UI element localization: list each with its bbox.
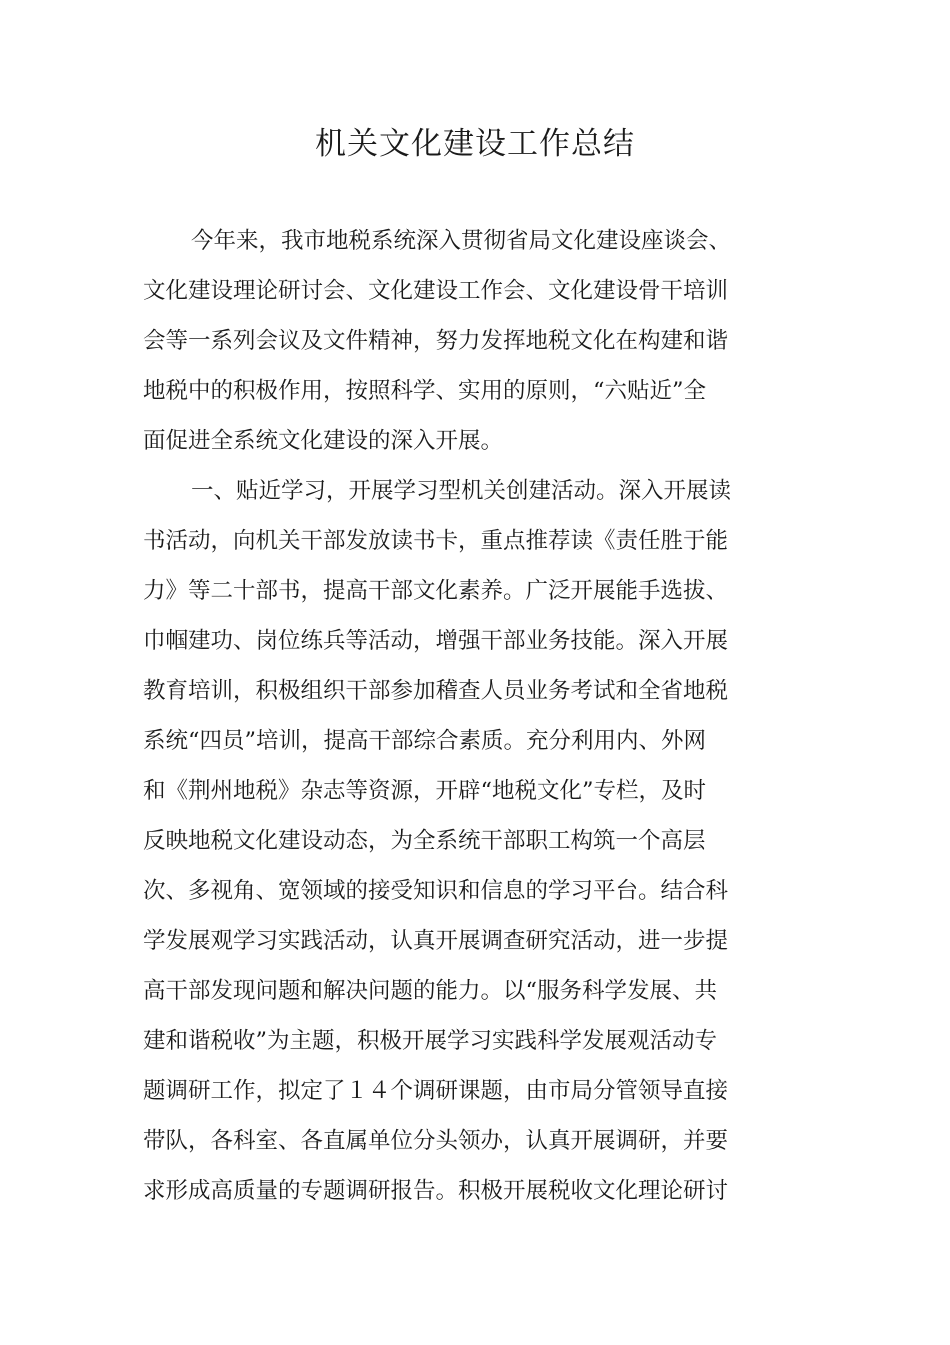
text-line: 地税中的积极作用，按照科学、实用的原则，“六贴近”全 xyxy=(143,378,707,404)
text-line: 次、多视角、宽领域的接受知识和信息的学习平台。结合科 xyxy=(143,878,729,904)
text-line: 建和谐税收”为主题，积极开展学习实践科学发展观活动专 xyxy=(143,1028,718,1054)
text-line: 会等一系列会议及文件精神，努力发挥地税文化在构建和谐 xyxy=(143,328,729,354)
text-line: 书活动，向机关干部发放读书卡，重点推荐读《责任胜于能 xyxy=(143,528,729,554)
text-line: 题调研工作，拟定了１４个调研课题，由市局分管领导直接 xyxy=(143,1078,729,1104)
text-line: 面促进全系统文化建设的深入开展。 xyxy=(143,428,504,454)
document-body xyxy=(143,216,743,1216)
text-line: 文化建设理论研讨会、文化建设工作会、文化建设骨干培训 xyxy=(143,278,729,304)
text-line: 反映地税文化建设动态，为全系统干部职工构筑一个高层 xyxy=(143,828,706,854)
text-line: 一、贴近学习，开展学习型机关创建活动。深入开展读 xyxy=(191,478,732,504)
document-title: 机关文化建设工作总结 xyxy=(315,126,635,162)
text-line: 学发展观学习实践活动，认真开展调查研究活动，进一步提 xyxy=(143,928,729,954)
text-line: 力》等二十部书，提高干部文化素养。广泛开展能手选拔、 xyxy=(143,578,729,604)
text-line: 教育培训，积极组织干部参加稽查人员业务考试和全省地税 xyxy=(143,678,729,704)
text-line: 高干部发现问题和解决问题的能力。以“服务科学发展、共 xyxy=(143,978,718,1004)
text-line: 求形成高质量的专题调研报告。积极开展税收文化理论研讨 xyxy=(143,1178,729,1204)
text-line: 带队，各科室、各直属单位分头领办，认真开展调研，并要 xyxy=(143,1128,729,1154)
text-line: 巾帼建功、岗位练兵等活动，增强干部业务技能。深入开展 xyxy=(143,628,729,654)
text-line: 和《荆州地税》杂志等资源，开辟“地税文化”专栏，及时 xyxy=(143,778,707,804)
text-line: 今年来，我市地税系统深入贯彻省局文化建设座谈会、 xyxy=(191,228,732,254)
text-line: 系统“四员”培训，提高干部综合素质。充分利用内、外网 xyxy=(143,728,707,754)
